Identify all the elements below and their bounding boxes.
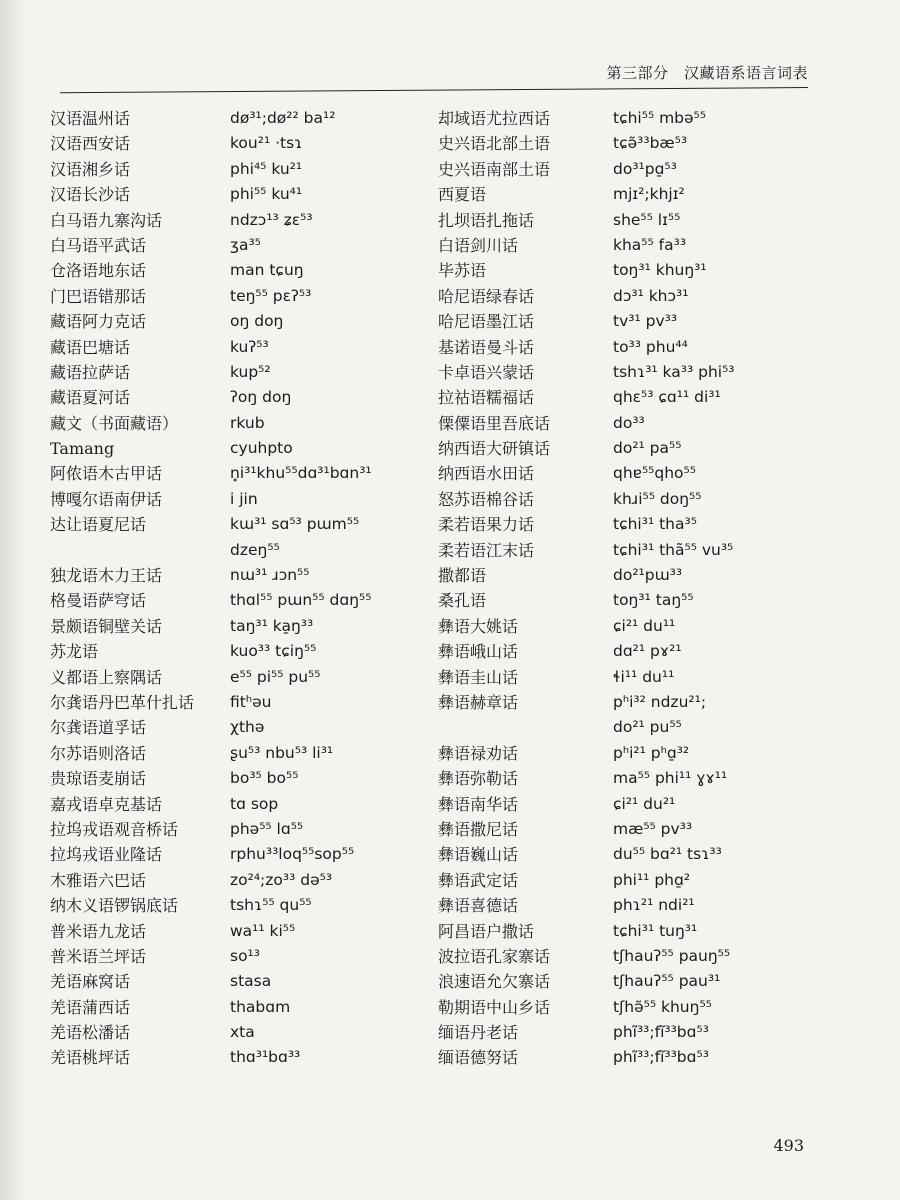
language-name: 彝语赫章话 [438,692,519,712]
word-entry [50,487,430,512]
word-entry [438,868,818,893]
ipa-transcription: χthə [230,718,265,737]
word-entry [438,487,818,512]
language-name: 哈尼语绿春话 [438,286,535,306]
ipa-transcription: teŋ⁵⁵ pɛʔ⁵³ [230,286,312,305]
ipa-transcription: kou²¹ ·tsɿ [230,134,303,153]
word-entry [50,106,430,131]
ipa-transcription: cyuhpto [230,439,293,458]
language-name: 白马语平武话 [50,235,147,255]
language-name: 羌语麻窝话 [50,972,131,992]
language-name: 柔若语果力话 [438,515,535,535]
ipa-transcription: toŋ³¹ khuŋ³¹ [613,261,707,280]
language-name: 白语剑川话 [438,235,519,255]
word-entry [50,995,430,1020]
ipa-transcription: bo³⁵ bo⁵⁵ [230,769,299,788]
language-name: 阿侬语木古甲话 [50,464,163,484]
word-entry [50,944,430,969]
language-name: 汉语温州话 [50,109,131,128]
ipa-transcription: phĩ³³;fĩ³³bɑ⁵³ [613,1048,709,1067]
word-entry [50,385,430,410]
language-name: 苏龙语 [50,642,99,662]
language-name: 普米语兰坪话 [50,946,147,966]
ipa-transcription: taŋ³¹ ka̱ŋ³³ [230,616,314,635]
ipa-transcription: dɑ²¹ pɤ²¹ [613,642,682,661]
word-entry [438,665,818,690]
ipa-transcription: tɑ sop [230,794,279,813]
ipa-transcription: ɕi²¹ du²¹ [613,794,676,813]
language-name: 柔若语江末话 [438,540,535,560]
word-entry [438,131,818,156]
ipa-transcription: tshɿ³¹ ka³³ phi⁵³ [613,362,735,381]
word-entry [438,639,818,664]
word-entry [438,842,818,867]
language-name: 彝语弥勒话 [438,769,519,789]
ipa-transcription: wa¹¹ ki⁵⁵ [230,921,296,940]
ipa-transcription: dɔ³¹ khɔ³¹ [613,286,689,305]
language-name: 独龙语木力王话 [50,566,163,586]
right-column [438,106,818,1071]
ipa-transcription: phi⁴⁵ ku²¹ [230,159,303,178]
language-name: 史兴语南部土语 [438,159,551,179]
word-entry [50,588,430,613]
word-entry [50,715,430,740]
language-name: 汉语西安话 [50,134,131,154]
word-entry [50,538,430,563]
language-name: 拉坞戎语观音桥话 [50,819,179,839]
language-name: 景颇语铜壁关话 [50,616,163,636]
language-name: 尔龚语道孚话 [50,718,147,738]
ipa-transcription: e⁵⁵ pi⁵⁵ pu⁵⁵ [230,667,321,686]
ipa-transcription: pʰi²¹ pʰɑ̱³² [613,743,690,762]
language-name: 彝语武定话 [438,870,519,890]
ipa-transcription: tshɿ⁵⁵ qu⁵⁵ [230,896,312,915]
word-entry [438,792,818,817]
word-entry [438,258,818,283]
language-name: 撒都语 [438,566,487,586]
ipa-transcription: tɕhi³¹ tha³⁵ [613,515,697,534]
ipa-transcription: do²¹pɯ³³ [613,566,683,585]
word-entry [50,284,430,309]
ipa-transcription: thɑl⁵⁵ pɯn⁵⁵ dɑŋ⁵⁵ [230,591,372,610]
language-name: 藏文（书面藏语） [50,413,179,433]
language-name: 彝语巍山话 [438,845,519,865]
ipa-transcription: ʂu⁵³ nbu⁵³ li³¹ [230,743,334,762]
ipa-transcription: n̥i³¹khu⁵⁵dɑ³¹bɑn³¹ [230,464,372,483]
language-name: 傈僳语里吾底话 [438,413,551,433]
ipa-transcription: zo²⁴;zo³³ də⁵³ [230,870,333,889]
ipa-transcription: du⁵⁵ bɑ²¹ tsɿ³³ [613,845,722,864]
language-name: 白马语九寨沟话 [50,210,163,230]
ipa-transcription: fitʰəu [230,692,272,711]
language-name: 基诺语曼斗话 [438,337,535,357]
ipa-transcription: ndzɔ¹³ ʑɛ⁵³ [230,210,313,229]
word-entry [50,182,430,207]
word-entry [438,157,818,182]
language-name: 却域语尤拉西话 [438,109,551,128]
word-entry [438,614,818,639]
word-entry [438,893,818,918]
language-name: 哈尼语墨江话 [438,312,535,332]
word-entry [438,563,818,588]
word-entry [438,385,818,410]
word-entry [438,1045,818,1070]
language-name: 藏语拉萨话 [50,362,131,382]
ipa-transcription: tʃhə̃⁵⁵ khuŋ⁵⁵ [613,997,712,1016]
word-entry [438,715,818,740]
word-entry [50,690,430,715]
ipa-transcription: she⁵⁵ lɪ⁵⁵ [613,210,681,229]
language-name: 阿昌语户撒话 [438,921,535,941]
language-name: 卡卓语兴蒙话 [438,362,535,382]
ipa-transcription: khɹi⁵⁵ doŋ⁵⁵ [613,489,702,508]
ipa-transcription: dø³¹;dø²² ba¹² [230,109,336,127]
language-name: 纳木义语锣锅底话 [50,896,179,916]
language-name: 博嘎尔语南伊话 [50,489,163,509]
ipa-transcription: phi¹¹ phɑ̱² [613,870,691,889]
ipa-transcription: tɕhi³¹ tuŋ³¹ [613,921,698,940]
ipa-transcription: ɬi¹¹ du¹¹ [613,667,675,686]
ipa-transcription: phi⁵⁵ ku⁴¹ [230,185,303,204]
word-entry [50,766,430,791]
language-name: 藏语夏河话 [50,388,131,408]
word-entry [50,335,430,360]
ipa-transcription: kup⁵² [230,362,271,381]
word-entry [438,944,818,969]
word-entry [50,1045,430,1070]
language-name: 羌语桃坪话 [50,1048,131,1068]
ipa-transcription: so¹³ [230,946,260,965]
ipa-transcription: kuʔ⁵³ [230,337,269,356]
ipa-transcription: thɑ³¹bɑ³³ [230,1048,301,1067]
word-entry [438,309,818,334]
language-name: 彝语圭山话 [438,667,519,687]
word-entry [438,919,818,944]
word-entry [438,461,818,486]
ipa-transcription: thabɑm [230,997,291,1016]
word-entry [438,436,818,461]
word-entry [438,817,818,842]
page-header [60,58,808,88]
word-entry [50,309,430,334]
ipa-transcription: ɕi²¹ du¹¹ [613,616,676,635]
language-name: 藏语巴塘话 [50,337,131,357]
ipa-transcription: mæ⁵⁵ pv³³ [613,819,693,838]
language-name: 史兴语北部土语 [438,134,551,154]
language-name: 汉语长沙话 [50,185,131,205]
word-entry [438,411,818,436]
language-name: 拉祜语糯福话 [438,388,535,408]
word-entry [50,868,430,893]
ipa-transcription: rphu³³loq⁵⁵sop⁵⁵ [230,845,355,864]
language-name: 纳西语水田话 [438,464,535,484]
word-entry [50,792,430,817]
word-entry [50,461,430,486]
word-entry [438,969,818,994]
word-entry [50,131,430,156]
language-name: Tamang [50,439,115,459]
ipa-transcription: phɿ²¹ ndi²¹ [613,896,695,915]
language-name: 桑孔语 [438,591,487,611]
ipa-transcription: dzeŋ⁵⁵ [230,540,280,559]
word-entry [50,512,430,537]
language-name: 彝语喜德话 [438,896,519,916]
word-entry [438,512,818,537]
word-entry [50,639,430,664]
ipa-transcription: kha⁵⁵ fa³³ [613,235,687,254]
language-name: 缅语丹老话 [438,1023,519,1043]
language-name: 浪速语允欠寨话 [438,972,551,992]
language-name: 毕苏语 [438,261,487,281]
language-name: 彝语南华话 [438,794,519,814]
ipa-transcription: xta [230,1023,255,1042]
language-name: 彝语撒尼话 [438,819,519,839]
section-title: 第三部分 汉藏语系语言词表 [606,64,808,82]
word-entry [50,208,430,233]
ipa-transcription: toŋ³¹ taŋ⁵⁵ [613,591,694,610]
language-name: 义都语上察隅话 [50,667,163,687]
language-name: 西夏语 [438,185,487,205]
word-entry [50,1020,430,1045]
header-rule [60,87,808,93]
word-entry [50,665,430,690]
word-entry [50,436,430,461]
word-entry [438,995,818,1020]
ipa-transcription: tɕhi⁵⁵ mbə⁵⁵ [613,109,706,127]
language-name: 贵琼语麦崩话 [50,769,147,789]
ipa-transcription: pʰi³² ndzu²¹; [613,692,707,711]
language-name: 扎坝语扎拖话 [438,210,535,230]
language-name: 嘉戎语卓克基话 [50,794,163,814]
word-entry [50,360,430,385]
language-name: 汉语湘乡话 [50,159,131,179]
ipa-transcription: tv³¹ pv³³ [613,312,678,331]
ipa-transcription: do³³ [613,413,645,432]
ipa-transcription: rkub [230,413,265,432]
word-entry [438,588,818,613]
word-entry [438,690,818,715]
word-entry [50,893,430,918]
language-name: 藏语阿力克话 [50,312,147,332]
word-entry [50,614,430,639]
language-name: 勒期语中山乡话 [438,997,551,1017]
ipa-transcription: tʃhauʔ⁵⁵ pauŋ⁵⁵ [613,946,731,965]
ipa-transcription: oŋ doŋ [230,312,284,331]
word-entry [50,411,430,436]
word-entry [50,741,430,766]
ipa-transcription: ma⁵⁵ phi¹¹ ɣɤ¹¹ [613,769,728,788]
word-entry [438,106,818,131]
word-entry [438,538,818,563]
word-entry [438,182,818,207]
language-name: 缅语德努话 [438,1048,519,1068]
ipa-transcription: ʒa³⁵ [230,235,261,254]
word-entry [50,157,430,182]
ipa-transcription: to³³ phu⁴⁴ [613,337,688,356]
ipa-transcription: nɯ³¹ ɹɔn⁵⁵ [230,566,310,585]
word-entry [438,360,818,385]
ipa-transcription: i jin [230,489,258,508]
word-entry [50,969,430,994]
language-name: 尔龚语丹巴革什扎话 [50,692,195,712]
language-name: 怒苏语棉谷话 [438,489,535,509]
language-name: 纳西语大研镇话 [438,439,551,459]
language-name: 彝语大姚话 [438,616,519,636]
ipa-transcription: mjɪ²;khjɪ² [613,185,685,204]
language-name: 普米语九龙话 [50,921,147,941]
word-entry [438,766,818,791]
ipa-transcription: tɕə̃³³bæ⁵³ [613,134,688,153]
language-name: 木雅语六巴话 [50,870,147,890]
ipa-transcription: qhɛ⁵³ ɕɑ¹¹ di³¹ [613,388,721,407]
language-name: 羌语松潘话 [50,1023,131,1043]
ipa-transcription: qhɐ⁵⁵qho⁵⁵ [613,464,696,483]
page-number: 493 [773,1136,804,1155]
ipa-transcription: kuo³³ tɕiŋ⁵⁵ [230,642,317,661]
language-name: 拉坞戎语业隆话 [50,845,163,865]
word-entry [438,741,818,766]
word-entry [438,1020,818,1045]
word-entry [50,842,430,867]
ipa-transcription: stasa [230,972,272,991]
ipa-transcription: man tɕuŋ [230,261,304,280]
ipa-transcription: phə⁵⁵ lɑ⁵⁵ [230,819,304,838]
word-entry [50,258,430,283]
language-name: 羌语蒲西话 [50,997,131,1017]
word-entry [50,233,430,258]
ipa-transcription: do³¹pɑ̱⁵³ [613,159,677,178]
word-entry [50,919,430,944]
word-entry [438,208,818,233]
word-entry [438,284,818,309]
ipa-transcription: kɯ³¹ sɑ⁵³ pɯm⁵⁵ [230,515,360,534]
ipa-transcription: do²¹ pu⁵⁵ [613,718,682,737]
language-name: 仓洛语地东话 [50,261,147,281]
language-name: 门巴语错那话 [50,286,147,306]
left-column [50,106,430,1071]
language-name: 波拉语孔家寨话 [438,946,551,966]
word-entry [50,817,430,842]
language-name: 彝语峨山话 [438,642,519,662]
language-name: 尔苏语则洛话 [50,743,147,763]
language-name: 彝语禄劝话 [438,743,519,763]
language-name: 格曼语萨穹话 [50,591,147,611]
ipa-transcription: do²¹ pa⁵⁵ [613,439,682,458]
ipa-transcription: tʃhauʔ⁵⁵ pau³¹ [613,972,721,991]
language-name: 达让语夏尼话 [50,515,147,535]
ipa-transcription: phĩ³³;fĩ³³bɑ⁵³ [613,1023,709,1042]
word-entry [50,563,430,588]
page-edge-shadow [0,0,26,1200]
ipa-transcription: tɕhi³¹ thã⁵⁵ vu³⁵ [613,540,734,559]
ipa-transcription: ʔoŋ doŋ [230,388,292,407]
word-entry [438,335,818,360]
word-entry [438,233,818,258]
